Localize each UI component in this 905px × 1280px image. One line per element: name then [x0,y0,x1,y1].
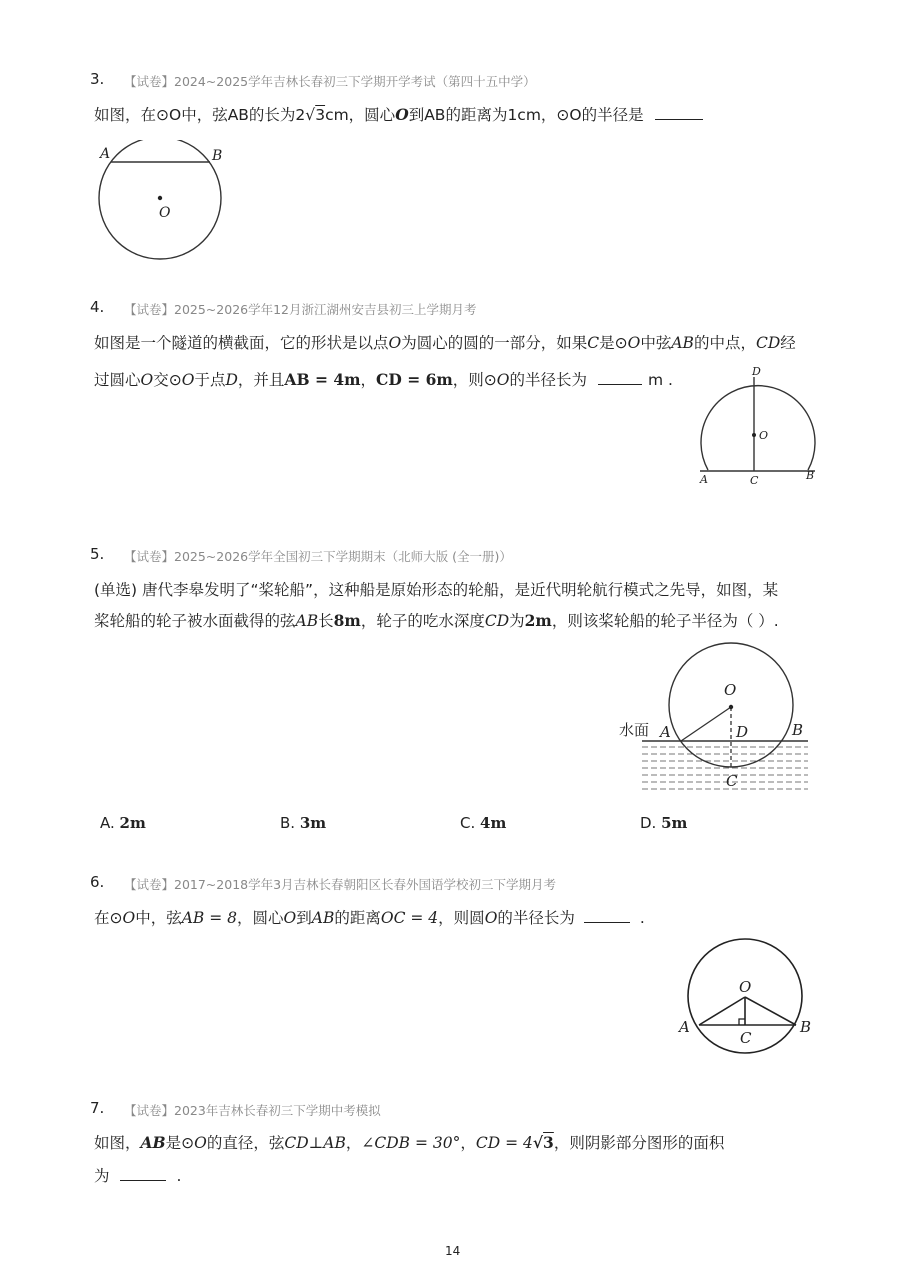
math: CD = 6m [376,370,453,389]
question-4-number: 4. [90,298,105,316]
label-a: A [100,146,111,162]
text: 在⊙ [94,909,123,927]
math: O [484,909,498,927]
choice-letter: C. [460,814,476,832]
label-d: D [736,723,749,741]
text: ， [360,371,377,389]
text: . [176,1167,182,1185]
question-4-line-1 [94,331,796,353]
center-dot [158,196,162,200]
math: O [627,334,641,352]
choice-value: 4m [480,814,507,832]
question-3-source: 【试卷】2024~2025学年吉林长春初三下学期开学考试（第四十五中学） [124,74,536,89]
text: ，并且 [237,371,285,389]
label-a: A [660,723,671,741]
math: AB = 8 [181,909,238,927]
text: 于点 [194,371,226,389]
math: 2m [524,611,552,630]
label-c: C [726,772,738,790]
text: 的中点， [693,334,756,352]
choice-letter: A. [100,814,115,832]
answer-blank[interactable] [120,1166,166,1181]
choice-c[interactable] [460,814,506,832]
label-a: A [679,1018,690,1036]
q3-text-part: 如图，在⊙O中，弦AB的长为2 [94,106,306,124]
q3-o-symbol: O [395,105,409,124]
label-b: B [800,1018,812,1036]
math: ∠CDB = 30° [361,1134,461,1152]
question-5-line-1: (单选) 唐代李皋发明了“桨轮船”，这种船是原始形态的轮船，是近代明轮航行模式之先导，如图，某 [94,581,779,599]
text: 为圆心的圆的一部分，如果 [401,334,588,352]
tunnel-arc [701,386,815,470]
text: ，圆心 [237,909,284,927]
question-5-source: 【试卷】2025~2026学年全国初三下学期期末（北师大版 (全一册)） [124,549,512,564]
q4-figure [690,362,825,487]
label-o: O [159,205,171,221]
text: 是⊙ [599,334,628,352]
sqrt-symbol: √ [305,106,316,124]
choice-value: 5m [661,814,688,832]
text: 是⊙ [165,1134,195,1152]
text: . [639,909,645,927]
math: O [181,371,195,389]
center-dot [752,433,756,437]
q3-text-part: 到AB的距离为1cm，⊙O的半径是 [408,106,644,124]
choice-letter: B. [280,814,296,832]
question-5-number: 5. [90,545,105,563]
question-6-number: 6. [90,873,105,891]
text: ，则圆 [438,909,485,927]
math: C [587,334,600,352]
text: ，则阴影部分图形的面积 [553,1134,725,1152]
text: 中，弦 [135,909,182,927]
text: ，则⊙ [452,371,497,389]
math: AB [140,1133,166,1152]
math: CD⊥AB [284,1134,346,1152]
math: 3 [543,1133,554,1152]
answer-blank[interactable] [584,908,630,923]
choice-value: 3m [299,814,327,832]
question-4-source: 【试卷】2025~2026学年12月浙江湖州安吉县初三上学期月考 [124,302,477,317]
choice-d[interactable] [640,814,687,832]
q6-figure [672,935,822,1060]
question-6-text [94,906,645,928]
label-b: B [792,721,804,739]
label-c: C [740,1029,752,1047]
text: ，轮子的吃水深度 [360,612,485,630]
question-7-number: 7. [90,1099,105,1117]
label-o: O [759,429,769,442]
math: CD = 4 [475,1134,533,1152]
text: m . [647,371,673,389]
math: AB [671,334,694,352]
label-o: O [724,681,737,699]
q3-sqrt-value: 3 [315,106,326,124]
text: 为 [509,612,525,630]
math: O [140,371,154,389]
text: ， [345,1134,362,1152]
water-label: 水面 [619,721,650,739]
question-6-source: 【试卷】2017~2018学年3月吉林长春朝阳区长春外国语学校初三下学期月考 [124,877,557,892]
math: CD [484,612,510,630]
question-7-line-1 [94,1131,724,1153]
math: O [283,909,297,927]
label-b: B [212,148,223,164]
text: 过圆心 [94,371,141,389]
radius-oa [681,707,731,741]
answer-blank[interactable] [655,105,703,120]
question-3-text [94,103,703,125]
choice-b[interactable] [280,814,326,832]
text: 的半径长为 [509,371,588,389]
text: 桨轮船的轮子被水面截得的弦 [94,612,296,630]
text: 的半径长为 [497,909,575,927]
water-hatch [642,747,808,789]
text: ， [460,1134,476,1152]
text: 的距离 [334,909,381,927]
text: 的直径，弦 [206,1134,285,1152]
question-7-source: 【试卷】2023年吉林长春初三下学期中考模拟 [124,1103,381,1118]
label-c: C [750,474,759,487]
radius-ob [745,997,796,1025]
choice-letter: D. [640,814,657,832]
question-5-line-2 [94,609,779,631]
math: 8m [333,611,361,630]
math: AB [311,909,335,927]
text: 如图是一个隧道的横截面，它的形状是以点 [94,334,389,352]
math: OC = 4 [380,909,439,927]
right-angle-mark [739,1019,745,1025]
label-d: D [752,365,761,378]
radius-oa [699,997,745,1025]
center-dot [729,705,733,709]
q3-figure [90,140,240,265]
page-number: 14 [445,1244,461,1258]
math: O [194,1134,207,1152]
math: AB = 4m [284,370,361,389]
choice-value: 2m [119,814,146,832]
question-3-number: 3. [90,70,105,88]
math: AB [295,612,319,630]
question-4-line-2 [94,368,673,390]
text: 到 [296,909,312,927]
q3-text-part: cm，圆心 [325,106,396,124]
text: 为 [94,1167,110,1185]
text: 如图， [94,1134,141,1152]
math: O [122,909,136,927]
math: CD [755,334,781,352]
text: 中弦 [640,334,672,352]
question-7-line-2 [94,1164,181,1186]
label-o: O [739,978,752,996]
math: O [388,334,402,352]
sqrt-symbol: √ [532,1133,544,1152]
text: 长 [318,612,334,630]
q5-figure [612,640,812,795]
text: 交⊙ [153,371,182,389]
text: 经 [780,334,796,352]
label-a: A [700,473,708,486]
label-b: B [806,469,815,482]
math: D [225,371,238,389]
choice-a[interactable] [100,814,146,832]
text: ，则该桨轮船的轮子半径为（ ）. [551,612,779,630]
math: O [496,371,510,389]
answer-blank[interactable] [598,370,642,385]
